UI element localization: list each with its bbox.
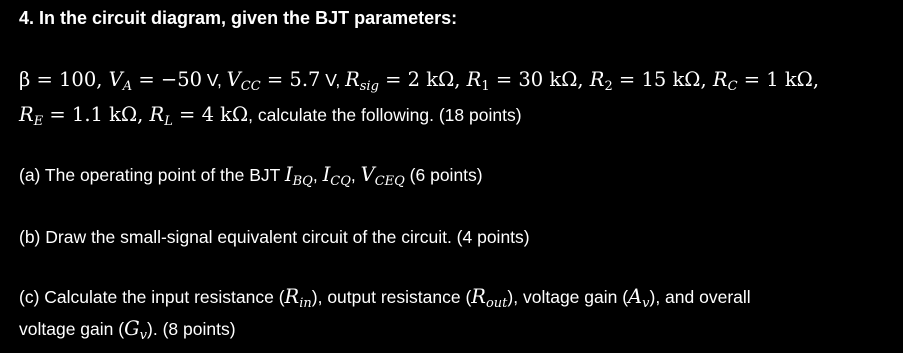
r1-subscript: 1 [481,79,490,94]
rsig-subscript: sig [359,79,379,94]
vcc-value: = 5.7 [260,68,321,91]
re-symbol: R [19,103,34,126]
va-subscript: A [122,79,133,94]
part-c-text-2: ), output resistance ( [311,287,472,307]
av-subscript: v [642,296,650,311]
rsig-value: = 2 kΩ, [378,68,467,91]
av-symbol: A [628,285,643,308]
calculate-instruction: , calculate the following. (18 points) [248,105,522,125]
gv-symbol: G [124,317,140,340]
part-a-points: (6 points) [404,165,483,185]
part-a-text: (a) The operating point of the BJT [19,165,285,185]
vcc-unit: V, [320,70,346,90]
r2-value: = 15 kΩ, [612,68,713,91]
part-c-text-1: (c) Calculate the input resistance ( [19,287,285,307]
rl-symbol: R [149,103,165,126]
vceq-symbol: V [360,163,375,186]
beta-param: β = 100, [19,68,109,91]
rout-subscript: out [485,296,508,311]
rin-symbol: R [284,285,300,308]
rc-value: = 1 kΩ, [737,68,820,91]
part-a [19,163,483,187]
rl-subscript: L [164,114,173,129]
vcc-symbol: V [226,68,241,91]
part-c-line-1 [19,285,751,309]
va-symbol: V [108,68,123,91]
vcc-subscript: CC [240,79,261,94]
re-subscript: E [33,114,44,129]
rl-value: = 4 kΩ [172,103,249,126]
rout-symbol: R [471,285,486,308]
va-unit: V, [202,70,227,90]
ibq-subscript: BQ [292,174,313,189]
rc-symbol: R [712,68,728,91]
part-c-text-6: ). (8 points) [147,319,236,339]
part-c-line-2 [19,317,236,341]
part-c-text-5: voltage gain ( [19,319,125,339]
vceq-subscript: CEQ [374,174,405,189]
re-value: = 1.1 kΩ, [43,103,150,126]
ibq-symbol: I [284,163,293,186]
parameters-line-1 [19,68,819,92]
problem-title: 4. In the circuit diagram, given the BJT parameters: [19,8,458,28]
rin-subscript: in [299,296,312,311]
r1-value: = 30 kΩ, [489,68,590,91]
part-b: (b) Draw the small-signal equivalent circuit of the circuit. (4 points) [19,227,530,247]
r1-symbol: R [466,68,482,91]
part-c-text-3: ), voltage gain ( [507,287,629,307]
r2-symbol: R [589,68,605,91]
parameters-line-2 [19,103,522,127]
va-value: = −50 [132,68,203,91]
part-c-text-4: ), and overall [649,287,751,307]
gv-subscript: v [139,328,148,343]
r2-subscript: 2 [604,79,613,94]
rc-subscript: C [727,79,738,94]
part-a-sep-1: , [312,165,323,185]
part-a-sep-2: , [350,165,361,185]
icq-subscript: CQ [330,174,351,189]
icq-symbol: I [322,163,331,186]
rsig-symbol: R [345,68,360,91]
